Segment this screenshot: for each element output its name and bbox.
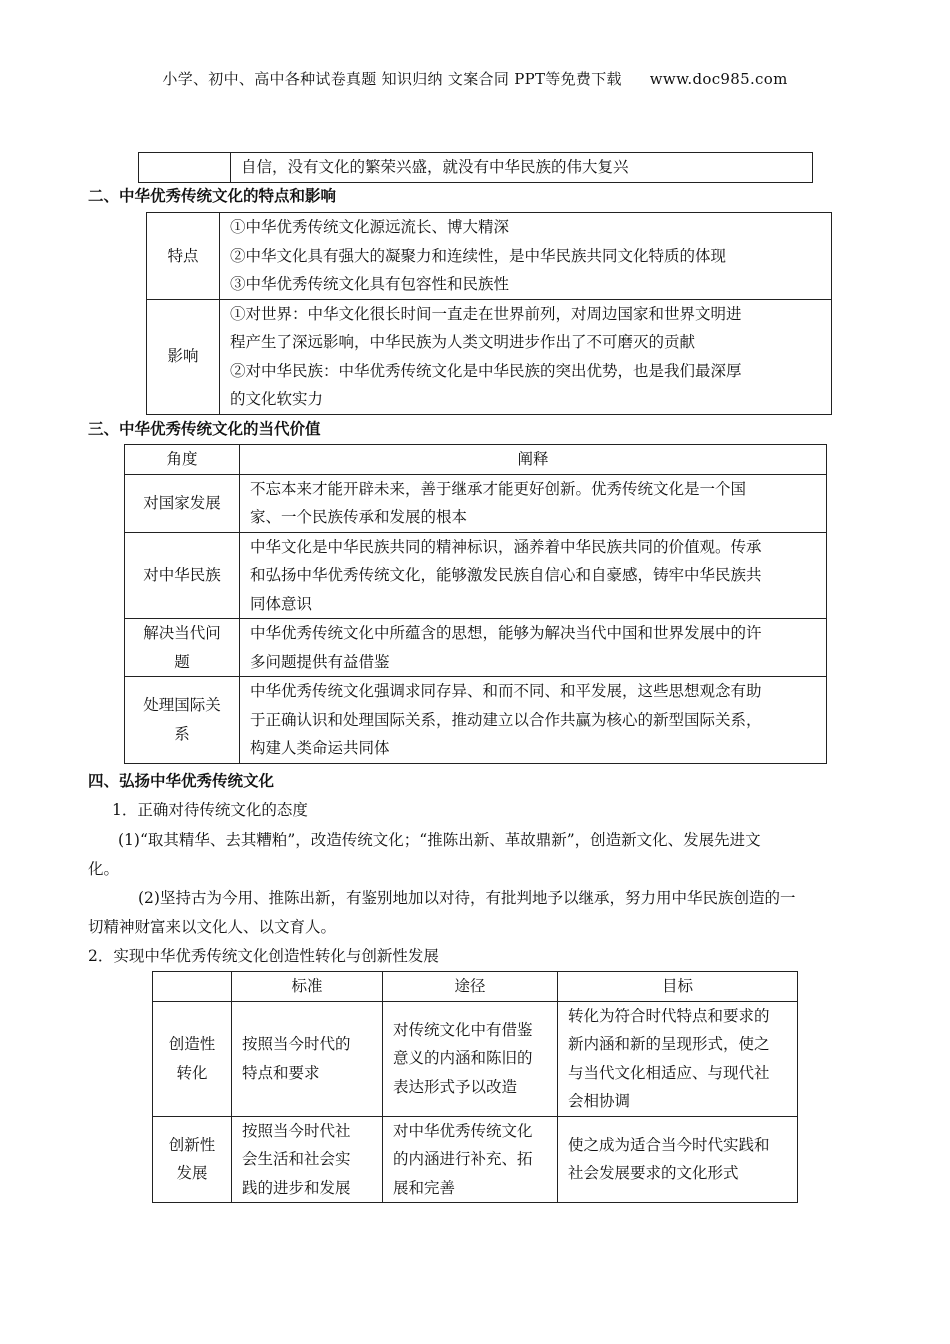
label-line: 创新性 [168,1135,216,1154]
impact-line: ①对世界：中华文化很长时间一直走在世界前列，对周边国家和世界文明进 [230,304,742,323]
path-cell [383,1116,558,1203]
table-contemporary-value [124,444,827,764]
table-features-impact [146,212,832,415]
table-row [147,299,832,414]
impact-cell [220,299,832,414]
text-line: 新内涵和新的呈现形式，使之 [568,1035,770,1053]
header-banner: 小学、初中、高中各种试卷真题 知识归纳 文案合同 PPT等免费下载 [162,70,622,88]
text-line: 家、一个民族传承和发展的根本 [250,508,468,526]
row-label-impact: 影响 [147,299,220,414]
text-line: 对传统文化中有借鉴 [393,1020,533,1039]
table-row [153,1116,798,1203]
text-line: 意义的内涵和陈旧的 [393,1049,533,1068]
item-2-title: 2．实现中华优秀传统文化创造性转化与创新性发展 [88,947,439,965]
text-line: 与当代文化相适应、与现代社 [568,1063,770,1082]
table-row [125,474,827,532]
table-row [125,532,827,619]
label-line: 系 [174,724,190,743]
text-line: 展和完善 [393,1178,456,1197]
text-line: 中华优秀传统文化中所蕴含的思想，能够为解决当代中国和世界发展中的许 [250,624,762,642]
text-line: 转化为符合时代特点和要求的 [568,1006,770,1025]
paragraph-2-line-2: 切精神财富来以文化人、以文育人。 [88,918,337,936]
table-row [125,677,827,764]
label-line: 题 [174,652,190,671]
explanation-cell [240,677,827,764]
table-row [125,619,827,677]
explanation-cell [240,532,827,619]
table-transformation [152,971,798,1203]
header-url: www.doc985.com [649,70,788,88]
label-line: 创造性 [168,1035,216,1053]
impact-line: ②对中华民族：中华优秀传统文化是中华民族的突出优势，也是我们最深厚 [230,361,742,380]
text-line: 同体意识 [250,594,313,613]
label-line: 处理国际关 [143,696,221,715]
table-cell-label [139,153,231,183]
text-line: 特点和要求 [242,1063,320,1082]
text-line: 会相协调 [568,1092,631,1110]
text-line: 和弘扬中华优秀传统文化，能够激发民族自信心和自豪感，铸牢中华民族共 [250,566,762,584]
row-label [125,474,240,532]
standard-cell [232,1001,383,1116]
text-line: 中华文化是中华民族共同的精神标识，涵养着中华民族共同的价值观。传承 [250,537,762,556]
impact-line: 的文化软实力 [230,390,324,408]
header-explanation: 阐释 [240,445,827,475]
text-line: 表达形式予以改造 [393,1077,518,1096]
row-label [153,1116,232,1203]
section-3-title: 三、中华优秀传统文化的当代价值 [88,420,321,438]
features-line: ②中华文化具有强大的凝聚力和连续性，是中华民族共同文化特质的体现 [230,246,727,265]
features-cell [220,213,832,300]
table-cell-text: 自信，没有文化的繁荣兴盛，就没有中华民族的伟大复兴 [231,153,813,183]
table-row [147,213,832,300]
explanation-cell [240,619,827,677]
label-line: 发展 [176,1164,208,1183]
text-line: 按照当今时代社 [242,1121,351,1140]
item-1-title: 1．正确对待传统文化的态度 [112,801,308,819]
text-line: 的内涵进行补充、拓 [393,1150,533,1168]
row-label [125,619,240,677]
text-line: 对中华优秀传统文化 [393,1121,533,1140]
paragraph-1-line-2: 化。 [88,860,120,878]
row-label [125,677,240,764]
text-line: 多问题提供有益借鉴 [250,652,390,671]
goal-cell [558,1001,798,1116]
header-path: 途径 [383,972,558,1002]
label-line: 对国家发展 [143,493,221,512]
text-line: 于正确认识和处理国际关系，推动建立以合作共赢为核心的新型国际关系， [250,710,762,729]
text-line: 践的进步和发展 [242,1178,351,1197]
table-row [153,1001,798,1116]
header-standard: 标准 [232,972,383,1002]
table-header-row [153,972,798,1002]
row-label [153,1001,232,1116]
features-line: ①中华优秀传统文化源远流长、博大精深 [230,218,510,236]
path-cell [383,1001,558,1116]
paragraph-1-line-1: (1)“取其精华、去其糟粕”，改造传统文化；“推陈出新、革故鼎新”，创造新文化、发展先进文 [118,831,761,849]
goal-cell [558,1116,798,1203]
text-line: 社会发展要求的文化形式 [568,1164,739,1183]
label-line: 转化 [176,1063,208,1082]
impact-line: 程产生了深远影响，中华民族为人类文明进步作出了不可磨灭的贡献 [230,333,696,351]
header-goal: 目标 [558,972,798,1002]
standard-cell [232,1116,383,1203]
text-line: 不忘本来才能开辟未来，善于继承才能更好创新。优秀传统文化是一个国 [250,479,747,498]
table-header-row [125,445,827,475]
label-line: 解决当代问 [143,624,221,642]
text-line: 使之成为适合当今时代实践和 [568,1135,770,1154]
section-2-title: 二、中华优秀传统文化的特点和影响 [88,187,337,205]
text-line: 按照当今时代的 [242,1035,351,1053]
section-4-title: 四、弘扬中华优秀传统文化 [88,772,275,790]
row-label [125,532,240,619]
header-empty [153,972,232,1002]
explanation-cell [240,474,827,532]
label-line: 对中华民族 [143,566,221,584]
table-row [139,153,813,183]
text-line: 会生活和社会实 [242,1150,351,1168]
row-label-features: 特点 [147,213,220,300]
paragraph-2-line-1: (2)坚持古为今用、推陈出新，有鉴别地加以对待，有批判地予以继承，努力用中华民族创造的一 [138,889,796,907]
features-line: ③中华优秀传统文化具有包容性和民族性 [230,275,510,293]
header-angle: 角度 [125,445,240,475]
page-header [0,68,950,89]
text-line: 中华优秀传统文化强调求同存异、和而不同、和平发展，这些思想观念有助 [250,682,762,700]
text-line: 构建人类命运共同体 [250,739,390,757]
table-continuation [138,152,813,183]
